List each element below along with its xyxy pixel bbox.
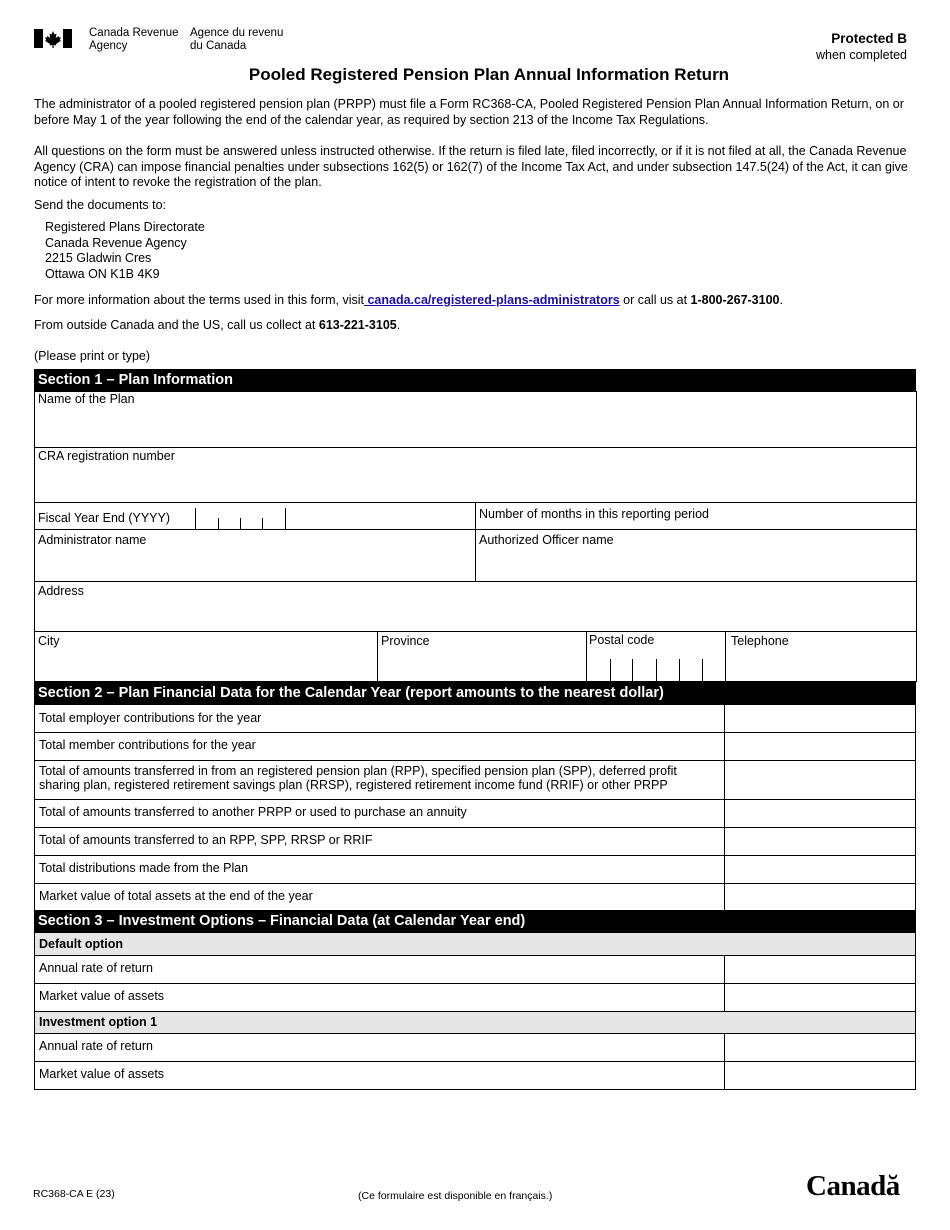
- option1-market-value-field[interactable]: [725, 1062, 915, 1088]
- section-1-heading: Section 1 – Plan Information: [34, 369, 916, 391]
- telephone-field[interactable]: [727, 648, 915, 681]
- officer-name-field[interactable]: [477, 547, 915, 579]
- row-label: Total member contributions for the year: [39, 738, 256, 752]
- registered-plans-link[interactable]: canada.ca/registered-plans-administrators: [364, 293, 620, 307]
- default-market-value-field[interactable]: [725, 984, 915, 1010]
- row-label: Market value of assets: [39, 989, 165, 1003]
- table-row: [34, 800, 916, 828]
- protected-b-marking: Protected B when completed: [815, 31, 907, 62]
- address-line: Ottawa ON K1B 4K9: [45, 266, 160, 281]
- default-annual-rate-field[interactable]: [725, 956, 915, 982]
- agency-name-english: Canada Revenue Agency: [89, 27, 179, 52]
- postal-code-label: Postal code: [589, 633, 655, 647]
- agency-name-french: Agence du revenu du Canada: [190, 27, 284, 52]
- address-line: Canada Revenue Agency: [45, 235, 187, 250]
- plan-name-field[interactable]: [35, 406, 915, 446]
- more-info-text: For more information about the terms used in this form, visit canada.ca/registered-plans-administrators or call us at 1-800-267-3100.: [34, 293, 783, 307]
- section-3-heading: Section 3 – Investment Options – Financial Data (at Calendar Year end): [34, 910, 916, 932]
- intro-paragraph-1: The administrator of a pooled registered pension plan (PRPP) must file a Form RC368-CA, Pooled Registered Pension Plan Annual Information Return, on or before May 1 of the year following the end of the calendar year, as required by section 213 of the Income Tax Regulations.: [34, 97, 904, 127]
- administrator-name-field[interactable]: [35, 547, 473, 579]
- row-label: Total distributions made from the Plan: [39, 861, 249, 875]
- address-line: Registered Plans Directorate: [45, 220, 205, 234]
- canada-wordmark: Canadă: [806, 1170, 900, 1202]
- distributions-amount[interactable]: [725, 856, 915, 882]
- french-availability-note: (Ce formulaire est disponible en français.): [358, 1190, 553, 1202]
- table-row: [34, 828, 916, 856]
- outside-canada-text: From outside Canada and the US, call us collect at 613-221-3105.: [34, 318, 401, 332]
- mailing-address: [45, 220, 205, 282]
- collect-phone-number: 613-221-3105: [318, 318, 397, 332]
- row-label: Market value of total assets at the end of the year: [39, 889, 313, 903]
- send-documents-label: Send the documents to:: [34, 198, 167, 212]
- row-label: Market value of assets: [39, 1067, 165, 1081]
- num-months-field[interactable]: [700, 505, 914, 527]
- intro-paragraph-2: All questions on the form must be answered unless instructed otherwise. If the return is filed late, filed incorrectly, or if it is not filed at all, the Canada Revenue Agency (CRA) can impose financial penalties under subsections 162(5) or 162(7) of the Income Tax Act, and under subsection 147.5(24) of the Act, it can give notice of intent to revoke the registration of the plan.: [34, 144, 908, 189]
- table-row: [34, 984, 916, 1012]
- fiscal-year-end-field[interactable]: [196, 508, 286, 529]
- investment-option-1-heading: Investment option 1: [34, 1012, 916, 1034]
- row-label: Annual rate of return: [39, 1039, 153, 1053]
- table-row: [34, 1034, 916, 1062]
- city-field[interactable]: [35, 648, 375, 681]
- section-2-heading: Section 2 – Plan Financial Data for the Calendar Year (report amounts to the nearest dollar): [34, 682, 916, 704]
- employer-contributions-amount[interactable]: [725, 705, 915, 732]
- table-row: [34, 704, 916, 733]
- member-contributions-amount[interactable]: [725, 733, 915, 759]
- transferred-prpp-amount[interactable]: [725, 800, 915, 826]
- telephone-label: Telephone: [731, 634, 789, 648]
- num-months-label: Number of months in this reporting period: [479, 507, 709, 521]
- table-row: [34, 733, 916, 761]
- administrator-name-label: Administrator name: [38, 533, 147, 547]
- table-row: [34, 884, 916, 911]
- print-note: (Please print or type): [34, 349, 151, 363]
- address-field[interactable]: [35, 598, 915, 630]
- row-label: Total employer contributions for the year: [39, 711, 262, 725]
- phone-number: 1-800-267-3100: [690, 293, 780, 307]
- form-identifier: RC368-CA E (23): [33, 1188, 115, 1200]
- page-title: Pooled Registered Pension Plan Annual Information Return: [248, 65, 730, 84]
- address-line: 2215 Gladwin Cres: [45, 251, 152, 265]
- officer-name-label: Authorized Officer name: [479, 533, 614, 547]
- canada-flag-icon: [34, 29, 72, 48]
- address-label: Address: [38, 584, 84, 598]
- cra-registration-field[interactable]: [35, 463, 915, 501]
- table-row: [34, 856, 916, 884]
- province-field[interactable]: [378, 648, 584, 681]
- table-row: [34, 1062, 916, 1090]
- table-row: [34, 761, 916, 800]
- city-label: City: [38, 634, 60, 648]
- plan-name-label: Name of the Plan: [38, 392, 135, 406]
- cra-registration-label: CRA registration number: [38, 449, 175, 463]
- fiscal-year-end-label: Fiscal Year End (YYYY): [38, 511, 171, 525]
- table-row: [34, 956, 916, 984]
- province-label: Province: [381, 634, 430, 648]
- default-option-heading: Default option: [34, 932, 916, 956]
- total-assets-amount[interactable]: [725, 884, 915, 909]
- option1-annual-rate-field[interactable]: [725, 1034, 915, 1060]
- transferred-in-amount[interactable]: [725, 761, 915, 798]
- row-label: Total of amounts transferred to another PRPP or used to purchase an annuity: [39, 805, 467, 819]
- row-label: Total of amounts transferred to an RPP, SPP, RRSP or RRIF: [39, 833, 373, 847]
- row-label: Annual rate of return: [39, 961, 153, 975]
- transferred-rpp-amount[interactable]: [725, 828, 915, 854]
- row-label: Total of amounts transferred in from an registered pension plan (RPP), specified pension plan (SPP), deferred profit sharing plan, registered retirement savings plan (RRSP), registered retirement income fund (RRIF) or other PRPP: [39, 764, 677, 792]
